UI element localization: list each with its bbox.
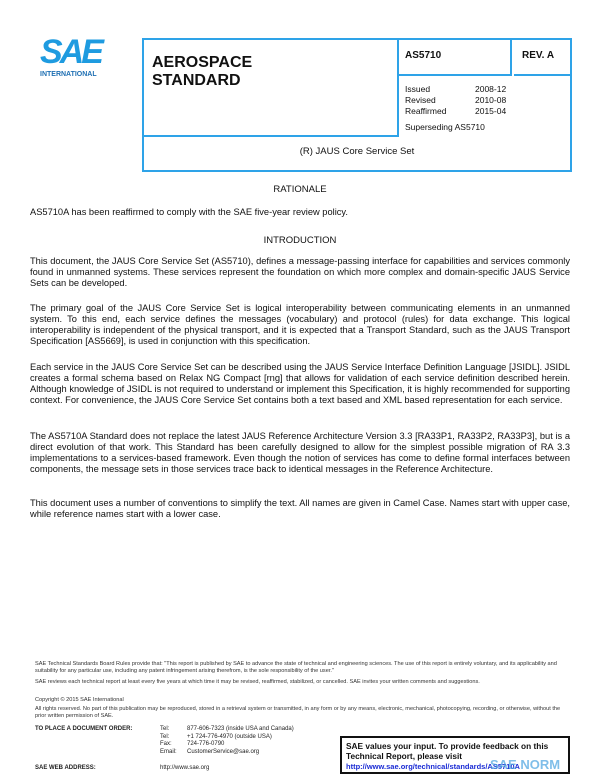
order-label: TO PLACE A DOCUMENT ORDER: — [35, 726, 133, 732]
contact-value: 724-776-0790 — [187, 741, 225, 747]
contact-label: Tel: — [160, 733, 170, 740]
date-value: 2010-08 — [475, 95, 507, 105]
logo-text: SAE — [40, 33, 101, 71]
intro-paragraph: Each service in the JAUS Core Service Set can be described using the JAUS Service Interface Definition Language [JSIDL]. JSIDL creates a formal schema based on Relax NG Compact [rng] that allows for validation of each service definition described herein. Although knowledge of JSIDL is not required to understand or implement this Specification, it is highly recommended for supporting context. For convenience, the JAUS Core Service Set contains both a text based and XML based representation for each service. — [30, 362, 570, 405]
header-box — [142, 38, 572, 172]
footer-notice: Copyright © 2015 SAE International — [35, 697, 124, 703]
contact-label: Fax: — [160, 741, 172, 747]
footer-notice: SAE reviews each technical report at least every five years at which time it may be revised, reaffirmed, stabilized, or cancelled. SAE invites your written comments and suggestions. — [35, 679, 480, 685]
date-value: 2008-12 — [475, 84, 507, 94]
logo-subtitle: INTERNATIONAL — [40, 71, 97, 78]
revision: REV. A — [514, 40, 570, 76]
contact-label: Email: — [160, 748, 177, 755]
date-value: 2015-04 — [475, 106, 507, 116]
contact-label: Tel: — [160, 726, 170, 732]
doc-title: (R) JAUS Core Service Set — [299, 146, 415, 157]
intro-paragraph: This document uses a number of conventions to simplify the text. All names are given in Camel Case. Names start with upper case, while reference names start with a lower case. — [30, 498, 570, 519]
sae-logo — [40, 35, 120, 78]
rationale-heading: RATIONALE — [273, 184, 327, 195]
rationale-text: AS5710A has been reaffirmed to comply with the SAE five-year review policy. — [30, 207, 348, 217]
contact-value: +1 724-776-4970 (outside USA) — [187, 733, 272, 740]
contact-value: 877-606-7323 (inside USA and Canada) — [187, 726, 294, 732]
intro-paragraph: The AS5710A Standard does not replace the latest JAUS Reference Architecture Version 3.3 [RA33P1, RA33P2, RA33P3], but is a direct evolution of that work. This Standard has been carefully designed to allow for the simplest possible migration of RA 3.3 implementations to a services-based framework. Even though the notion of services has come to define formal interfaces between components, the message sets in those services trace back to identical messages in the Reference Architecture. — [30, 431, 570, 474]
date-label: Reaffirmed — [405, 106, 447, 116]
doc-type-line2: STANDARD — [152, 72, 241, 89]
intro-paragraph: This document, the JAUS Core Service Set (AS5710), defines a message-passing interface for capabilities and services commonly found in unmanned systems. These services represent the foundation on which more complex and domain-specific JAUS Service Sets can be developed. — [30, 256, 570, 288]
contacts — [160, 726, 294, 764]
intro-paragraph: The primary goal of the JAUS Core Service Set is logical interoperability between communicating elements in an unmanned system. To this end, each service defines the messages (vocabulary) and protocol (rules) for data exchange. This logical interoperability is independent of the physical transport, and it is expected that a Transport Standard, such as the JAUS Transport Specification [AS5669], is used in conjunction with this specification. — [30, 303, 570, 346]
superseding: Superseding AS5710 — [405, 122, 485, 132]
feedback-link[interactable]: http://www.sae.org/technical/standards/AS5710A — [346, 762, 520, 771]
web-label: SAE WEB ADDRESS: — [35, 765, 96, 771]
date-label: Issued — [405, 84, 431, 94]
contact-email[interactable]: CustomerService@sae.org — [187, 748, 260, 755]
introduction-heading: INTRODUCTION — [263, 235, 337, 246]
web-address[interactable]: http://www.sae.org — [160, 765, 210, 771]
feedback-text: SAE values your input. To provide feedback on this Technical Report, please visit — [346, 741, 549, 761]
doc-type-cell — [144, 40, 399, 137]
doc-number: AS5710 — [399, 40, 512, 76]
date-label: Revised — [405, 95, 436, 105]
footer-notice: All rights reserved. No part of this publication may be reproduced, stored in a retrieval system or transmitted, in any form or by any means, electronic, mechanical, photocopying, recording, or otherwise, without the prior written permission of SAE. — [35, 706, 561, 719]
dates — [405, 84, 506, 117]
watermark: SAE NORM — [490, 757, 561, 772]
doc-type-line1: AEROSPACE — [152, 54, 253, 71]
footer-notice: SAE Technical Standards Board Rules provide that: "This report is published by SAE to advance the state of technical and engineering sciences. The use of this report is entirely voluntary, and its applicability and suitability for any particular use, including any patent infringement arising therefrom, is the sole responsibility of the user." — [35, 661, 557, 674]
